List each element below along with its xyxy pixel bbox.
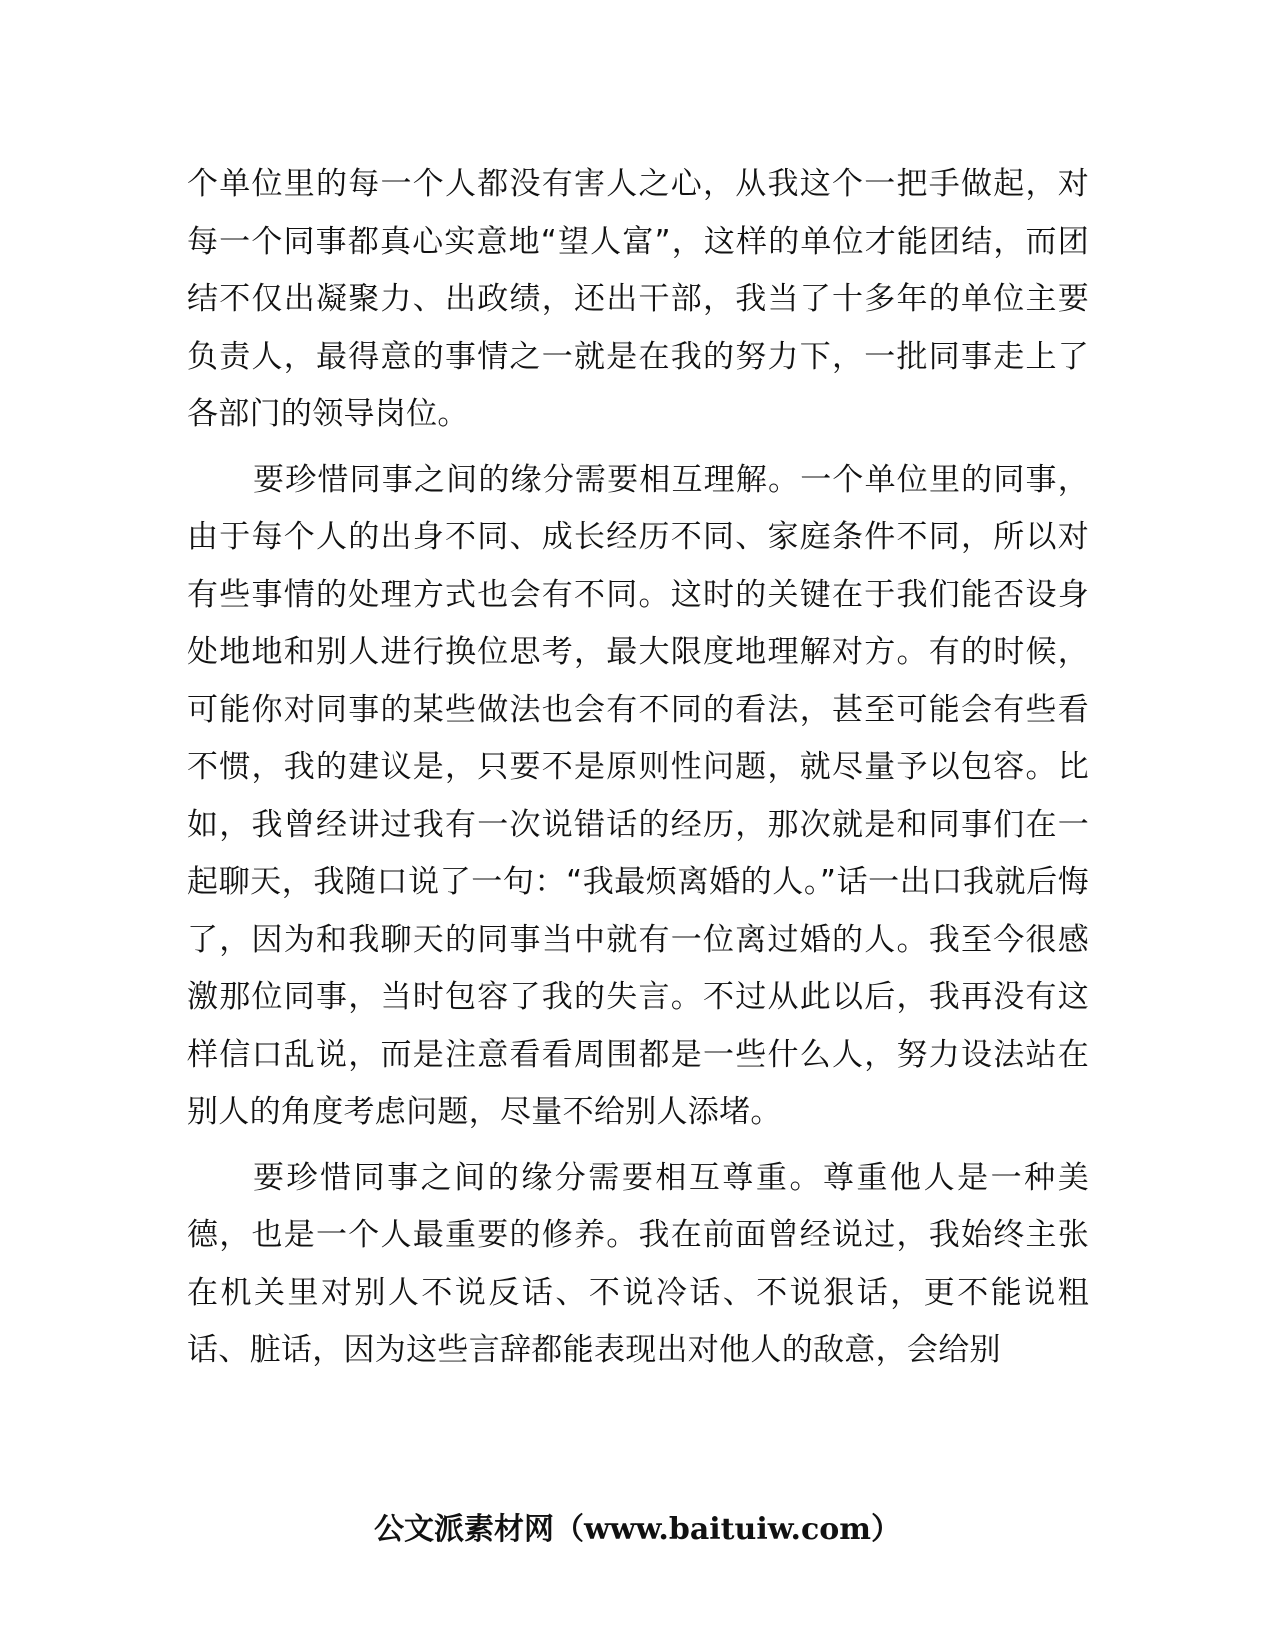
paragraph-mutual-understanding: 要珍惜同事之间的缘分需要相互理解。一个单位里的同事，由于每个人的出身不同、成长经历不同、家庭条件不同，所以对有些事情的处理方式也会有不同。这时的关键在于我们能否设身处地地和别人进行换位思考，最大限度地理解对方。有的时候，可能你对同事的某些做法也会有不同的看法，甚至可能会有些看不惯，我的建议是，只要不是原则性问题，就尽量予以包容。比如，我曾经讲过我有一次说错话的经历，那次就是和同事们在一起聊天，我随口说了一句：“我最烦离婚的人。”话一出口我就后悔了，因为和我聊天的同事当中就有一位离过婚的人。我至今很感激那位同事，当时包容了我的失言。不过从此以后，我再没有这样信口乱说，而是注意看看周围都是一些什么人，努力设法站在别人的角度考虑问题，尽量不给别人添堵。 bbox=[187, 461, 1089, 1130]
paragraph-mutual-respect: 要珍惜同事之间的缘分需要相互尊重。尊重他人是一种美德，也是一个人最重要的修养。我在前面曾经说过，我始终主张在机关里对别人不说反话、不说冷话、不说狠话，更不能说粗话、脏话，因为这些言辞都能表现出对他人的敌意，会给别 bbox=[187, 1159, 1089, 1368]
document-body bbox=[187, 156, 1089, 1388]
paragraph-continued: 个单位里的每一个人都没有害人之心，从我这个一把手做起，对每一个同事都真心实意地“望人富”，这样的单位才能团结，而团结不仅出凝聚力、出政绩，还出干部，我当了十多年的单位主要负责人，最得意的事情之一就是在我的努力下，一批同事走上了各部门的领导岗位。 bbox=[187, 166, 1089, 432]
page-footer-watermark: 公文派素材网（www.baituiw.com） bbox=[373, 1512, 902, 1547]
